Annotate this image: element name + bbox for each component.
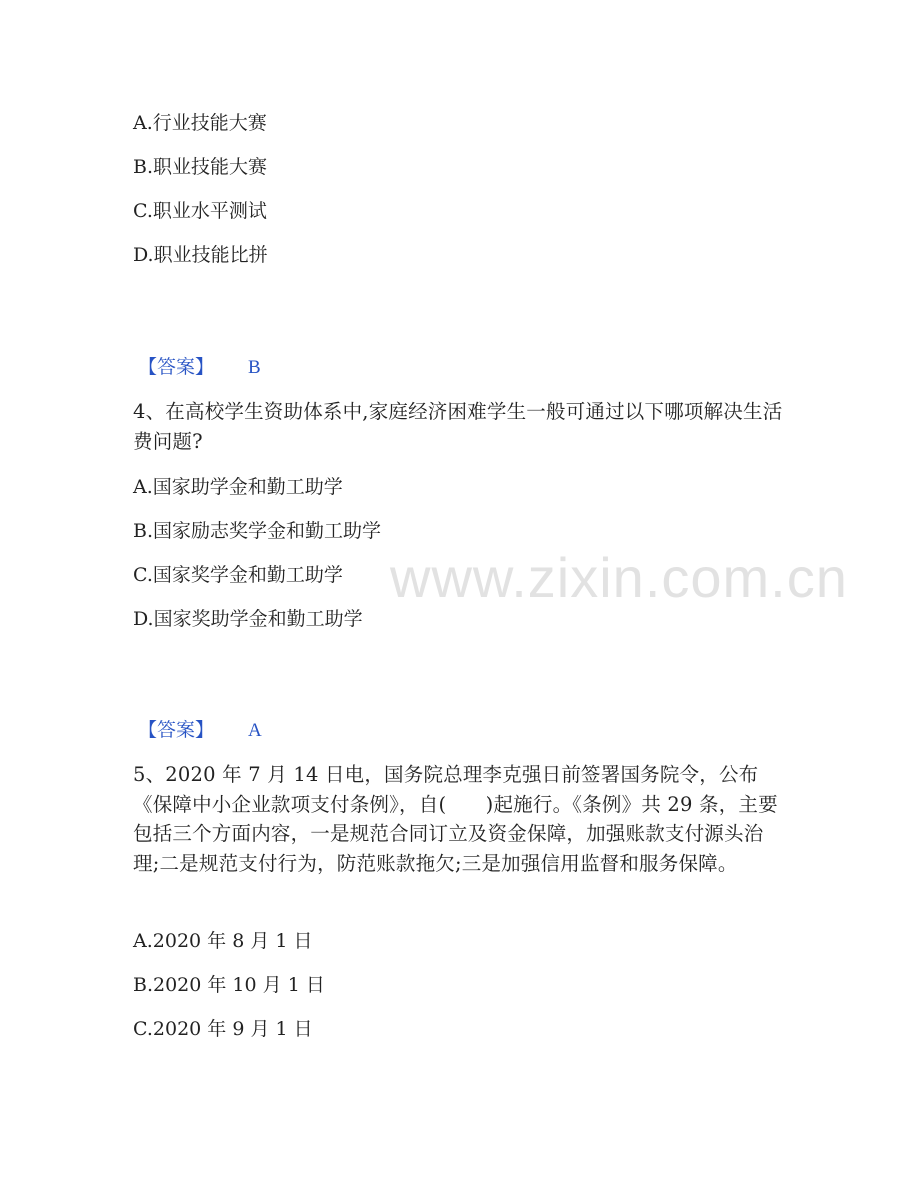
q3-answer <box>138 355 261 380</box>
q3-option-d: D.职业技能比拼 <box>133 244 268 266</box>
q3-option-a: A.行业技能大赛 <box>133 112 267 134</box>
q5-option-a: A.2020 年 8 月 1 日 <box>133 930 313 952</box>
q4-answer <box>138 718 262 743</box>
q4-option-c: C.国家奖学金和勤工助学 <box>133 564 343 586</box>
watermark-text: www.zixin.com.cn <box>390 546 848 609</box>
q5-option-c: C.2020 年 9 月 1 日 <box>133 1018 313 1040</box>
q3-option-c: C.职业水平测试 <box>133 200 267 222</box>
q4-option-a: A.国家助学金和勤工助学 <box>133 476 343 498</box>
q4-question-text: 4、在高校学生资助体系中,家庭经济困难学生一般可通过以下哪项解决生活费问题? <box>133 400 783 453</box>
q3-option-b: B.职业技能大赛 <box>133 156 268 178</box>
answer-label: 【答案】 <box>138 356 215 378</box>
q4-option-b: B.国家励志奖学金和勤工助学 <box>133 520 382 542</box>
answer-value: A <box>248 720 262 741</box>
answer-value: B <box>248 357 261 378</box>
q4-option-d: D.国家奖助学金和勤工助学 <box>133 608 363 630</box>
q5-option-b: B.2020 年 10 月 1 日 <box>133 974 325 996</box>
answer-label: 【答案】 <box>138 719 215 741</box>
q5-question-text: 5、2020 年 7 月 14 日电，国务院总理李克强日前签署国务院令，公布《保障中小企业款项支付条例》，自( )起施行。《条例》共 29 条，主要包括三个方面内容，一是规范合同订立及资金保障，加强账款支付源头治理;二是规范支付行为，防范账款拖欠;三是加强信用监督和服务保障。 <box>133 763 778 875</box>
